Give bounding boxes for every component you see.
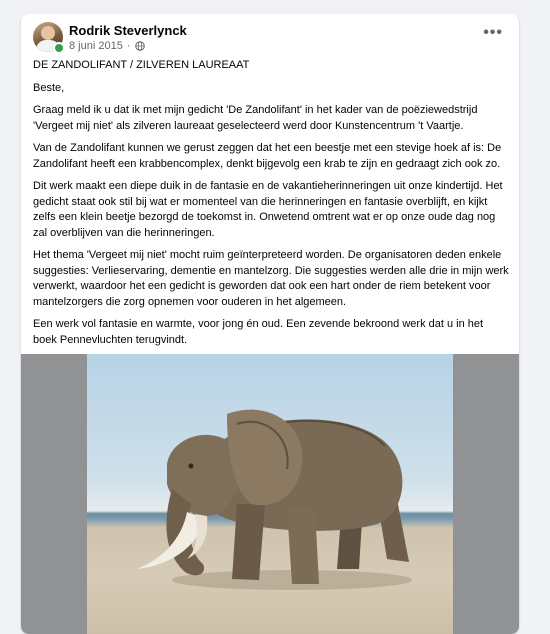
- post-content: [33, 58, 509, 378]
- post-meta: [69, 40, 145, 52]
- elephant-photo[interactable]: [87, 354, 453, 634]
- paragraph-5: Een werk vol fantasie en warmte, voor jong én oud. Een zevende bekroond werk dat u in het boek Pennevluchten terugvindt.: [33, 318, 484, 346]
- post-date[interactable]: 8 juni 2015: [69, 40, 123, 52]
- post-header: [33, 22, 507, 56]
- more-options-button[interactable]: •••: [483, 24, 503, 41]
- paragraph-3: Dit werk maakt een diepe duik in de fantasie en de vakantieherinneringen uit onze kindertijd. Het gedicht staat ook stil bij wat er momenteel van die herinneringen en fantasie overblijft, en kijkt zelfs een klein beetje bezorgd de toekomst in. Onwetend omtrent wat er op onze oude dag nog zal overblijven van die herinneringen.: [33, 180, 503, 239]
- online-status-icon: [53, 42, 65, 54]
- avatar-head: [41, 26, 55, 40]
- paragraph-2: Van de Zandolifant kunnen we gerust zeggen dat het een beestje met een stevige hoek af is: De Zandolifant heeft een krabbencomplex, denkt bijgevolg een krab te zijn en gedraagt zich ook zo.: [33, 142, 502, 170]
- elephant-illustration: [87, 354, 453, 634]
- post-media[interactable]: [21, 354, 519, 634]
- paragraph-4: Het thema 'Vergeet mij niet' mocht ruim geïnterpreteerd worden. De organisatoren deden enkele suggesties: Verlieservaring, dementie en mantelzorg. Die suggesties werden alle drie in mijn werk verwerkt, waardoor het een gedicht is geworden dat ook een hart onder de riem betekent voor mantelzorgers die zorg opnemen voor ouderen in het algemeen.: [33, 249, 509, 308]
- post-title: DE ZANDOLIFANT / ZILVEREN LAUREAAT: [33, 59, 250, 71]
- author-name[interactable]: Rodrik Steverlynck: [69, 23, 187, 38]
- meta-separator: ·: [126, 40, 131, 52]
- globe-icon[interactable]: [135, 41, 145, 51]
- greeting: Beste,: [33, 81, 65, 94]
- post-card: [21, 14, 519, 634]
- paragraph-1: Graag meld ik u dat ik met mijn gedicht 'De Zandolifant' in het kader van de poëziewedstrijd 'Vergeet mij niet' als zilveren laureaat geselecteerd werd door Kunstencentrum 't Vaartje.: [33, 104, 478, 132]
